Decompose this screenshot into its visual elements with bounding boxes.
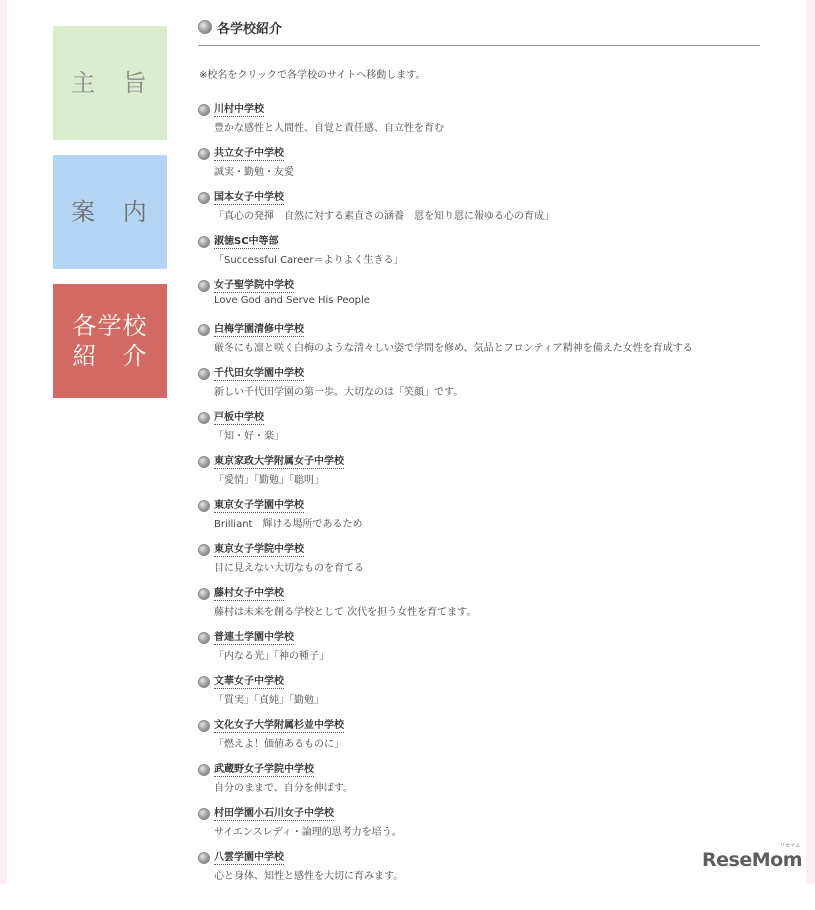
bullet-icon [198,676,210,688]
school-name-link[interactable]: 普連土学園中学校 [214,631,294,643]
school-name-link[interactable]: 千代田女学園中学校 [214,367,304,379]
school-list-item [198,322,760,366]
nav-tile-purpose[interactable] [53,26,167,140]
school-row [198,850,760,866]
school-row [198,542,760,558]
bullet-icon [198,852,210,864]
school-list-item [198,366,760,410]
school-list-item [198,542,760,586]
school-motto: 「質実」「貞純」「勤勉」 [214,695,324,706]
title-bullet-icon [198,20,212,34]
school-name-link[interactable]: 共立女子中学校 [214,147,284,159]
resemom-logo-ruby: リセマム [780,843,800,849]
school-row [198,410,760,426]
bullet-icon [198,808,210,820]
school-motto: 「燃えよ！価値あるものに」 [214,739,344,750]
bullet-icon [198,148,210,160]
nav-tile-guide-label: 案 内 [71,198,157,226]
page-edge-left [0,0,7,884]
school-motto: 藤村は未来を創る学校として 次代を担う女性を育てます。 [214,607,477,618]
school-row [198,806,760,822]
school-list-item [198,586,760,630]
school-row [198,190,760,206]
school-row [198,234,760,250]
school-list-item [198,718,760,762]
school-motto: 新しい千代田学園の第一歩。大切なのは「笑顔」です。 [214,387,464,398]
school-motto: 「Successful Career＝よりよく生きる」 [214,255,404,266]
school-row [198,278,760,294]
bullet-icon [198,764,210,776]
side-navigation [53,26,167,398]
school-row [198,366,760,382]
school-motto: Love God and Serve His People [214,295,370,306]
school-name-link[interactable]: 戸板中学校 [214,411,264,423]
bullet-icon [198,104,210,116]
page-title: 各学校紹介 [217,21,283,37]
school-name-link[interactable]: 女子聖学院中学校 [214,279,294,291]
bullet-icon [198,412,210,424]
bullet-icon [198,324,210,336]
school-list-item [198,410,760,454]
resemom-logo-text: ReseMom [702,849,802,871]
school-row [198,322,760,338]
page-header [198,10,760,46]
school-list-item [198,234,760,278]
school-name-link[interactable]: 文化女子大学附属杉並中学校 [214,719,344,731]
bullet-icon [198,236,210,248]
school-row [198,674,760,690]
school-row [198,498,760,514]
school-list-item [198,630,760,674]
school-row [198,146,760,162]
bullet-icon [198,544,210,556]
bullet-icon [198,368,210,380]
school-list-item [198,762,760,806]
school-name-link[interactable]: 武蔵野女子学院中学校 [214,763,314,775]
school-list [198,102,760,894]
school-list-item [198,806,760,850]
page-edge-right [806,0,815,884]
instruction-note: ※校名をクリックで各学校のサイトへ移動します。 [199,70,426,81]
school-list-item [198,278,760,322]
nav-tile-school-intro[interactable] [53,284,167,398]
school-name-link[interactable]: 藤村女子中学校 [214,587,284,599]
school-motto: 誠実・勤勉・友愛 [214,167,294,178]
bullet-icon [198,456,210,468]
school-row [198,102,760,118]
school-name-link[interactable]: 川村中学校 [214,103,264,115]
school-name-link[interactable]: 白梅学園清修中学校 [214,323,304,335]
school-row [198,630,760,646]
school-list-item [198,190,760,234]
school-row [198,586,760,602]
school-list-item [198,454,760,498]
school-name-link[interactable]: 淑徳SC中等部 [214,235,279,247]
bullet-icon [198,632,210,644]
school-row [198,454,760,470]
school-motto: 自分のままで、自分を伸ばす。 [214,783,353,794]
nav-tile-purpose-label: 主 旨 [71,69,157,97]
school-motto: 「知・好・楽」 [214,431,284,442]
school-name-link[interactable]: 文華女子中学校 [214,675,284,687]
school-motto: 心と身体、知性と感性を大切に育みます。 [214,871,404,882]
bullet-icon [198,720,210,732]
school-list-item [198,498,760,542]
bullet-icon [198,588,210,600]
nav-tile-school-intro-label: 各学校 紹 介 [72,312,148,370]
school-name-link[interactable]: 八雲学園中学校 [214,851,284,863]
school-name-link[interactable]: 東京女子学院中学校 [214,543,304,555]
school-name-link[interactable]: 東京女子学園中学校 [214,499,304,511]
school-list-item [198,674,760,718]
school-motto: 「愛情」「勤勉」「聡明」 [214,475,324,486]
bullet-icon [198,500,210,512]
school-motto: 「内なる光」「神の種子」 [214,651,329,662]
school-name-link[interactable]: 東京家政大学附属女子中学校 [214,455,344,467]
school-list-item [198,850,760,894]
school-motto: サイエンスレディ・論理的思考力を培う。 [214,827,402,838]
school-row [198,762,760,778]
school-list-item [198,102,760,146]
school-motto: 「真心の発揮 自然に対する素直さの涵養 恩を知り恩に報ゆる心の育成」 [214,211,554,222]
nav-tile-guide[interactable] [53,155,167,269]
school-motto: 目に見えない大切なものを育てる [214,563,364,574]
main-content [198,10,760,910]
resemom-logo [702,843,802,871]
bullet-icon [198,280,210,292]
school-motto: 厳冬にも凛と咲く白梅のような清々しい姿で学問を修め、気品とフロンティア精神を備えた女性を育成する [214,343,693,354]
school-name-link[interactable]: 村田学園小石川女子中学校 [214,807,334,819]
school-list-item [198,146,760,190]
school-name-link[interactable]: 国本女子中学校 [214,191,284,203]
school-motto: Brilliant 輝ける場所であるため [214,519,363,530]
school-motto: 豊かな感性と人間性、自覚と責任感、自立性を育む [214,123,444,134]
school-row [198,718,760,734]
bullet-icon [198,192,210,204]
